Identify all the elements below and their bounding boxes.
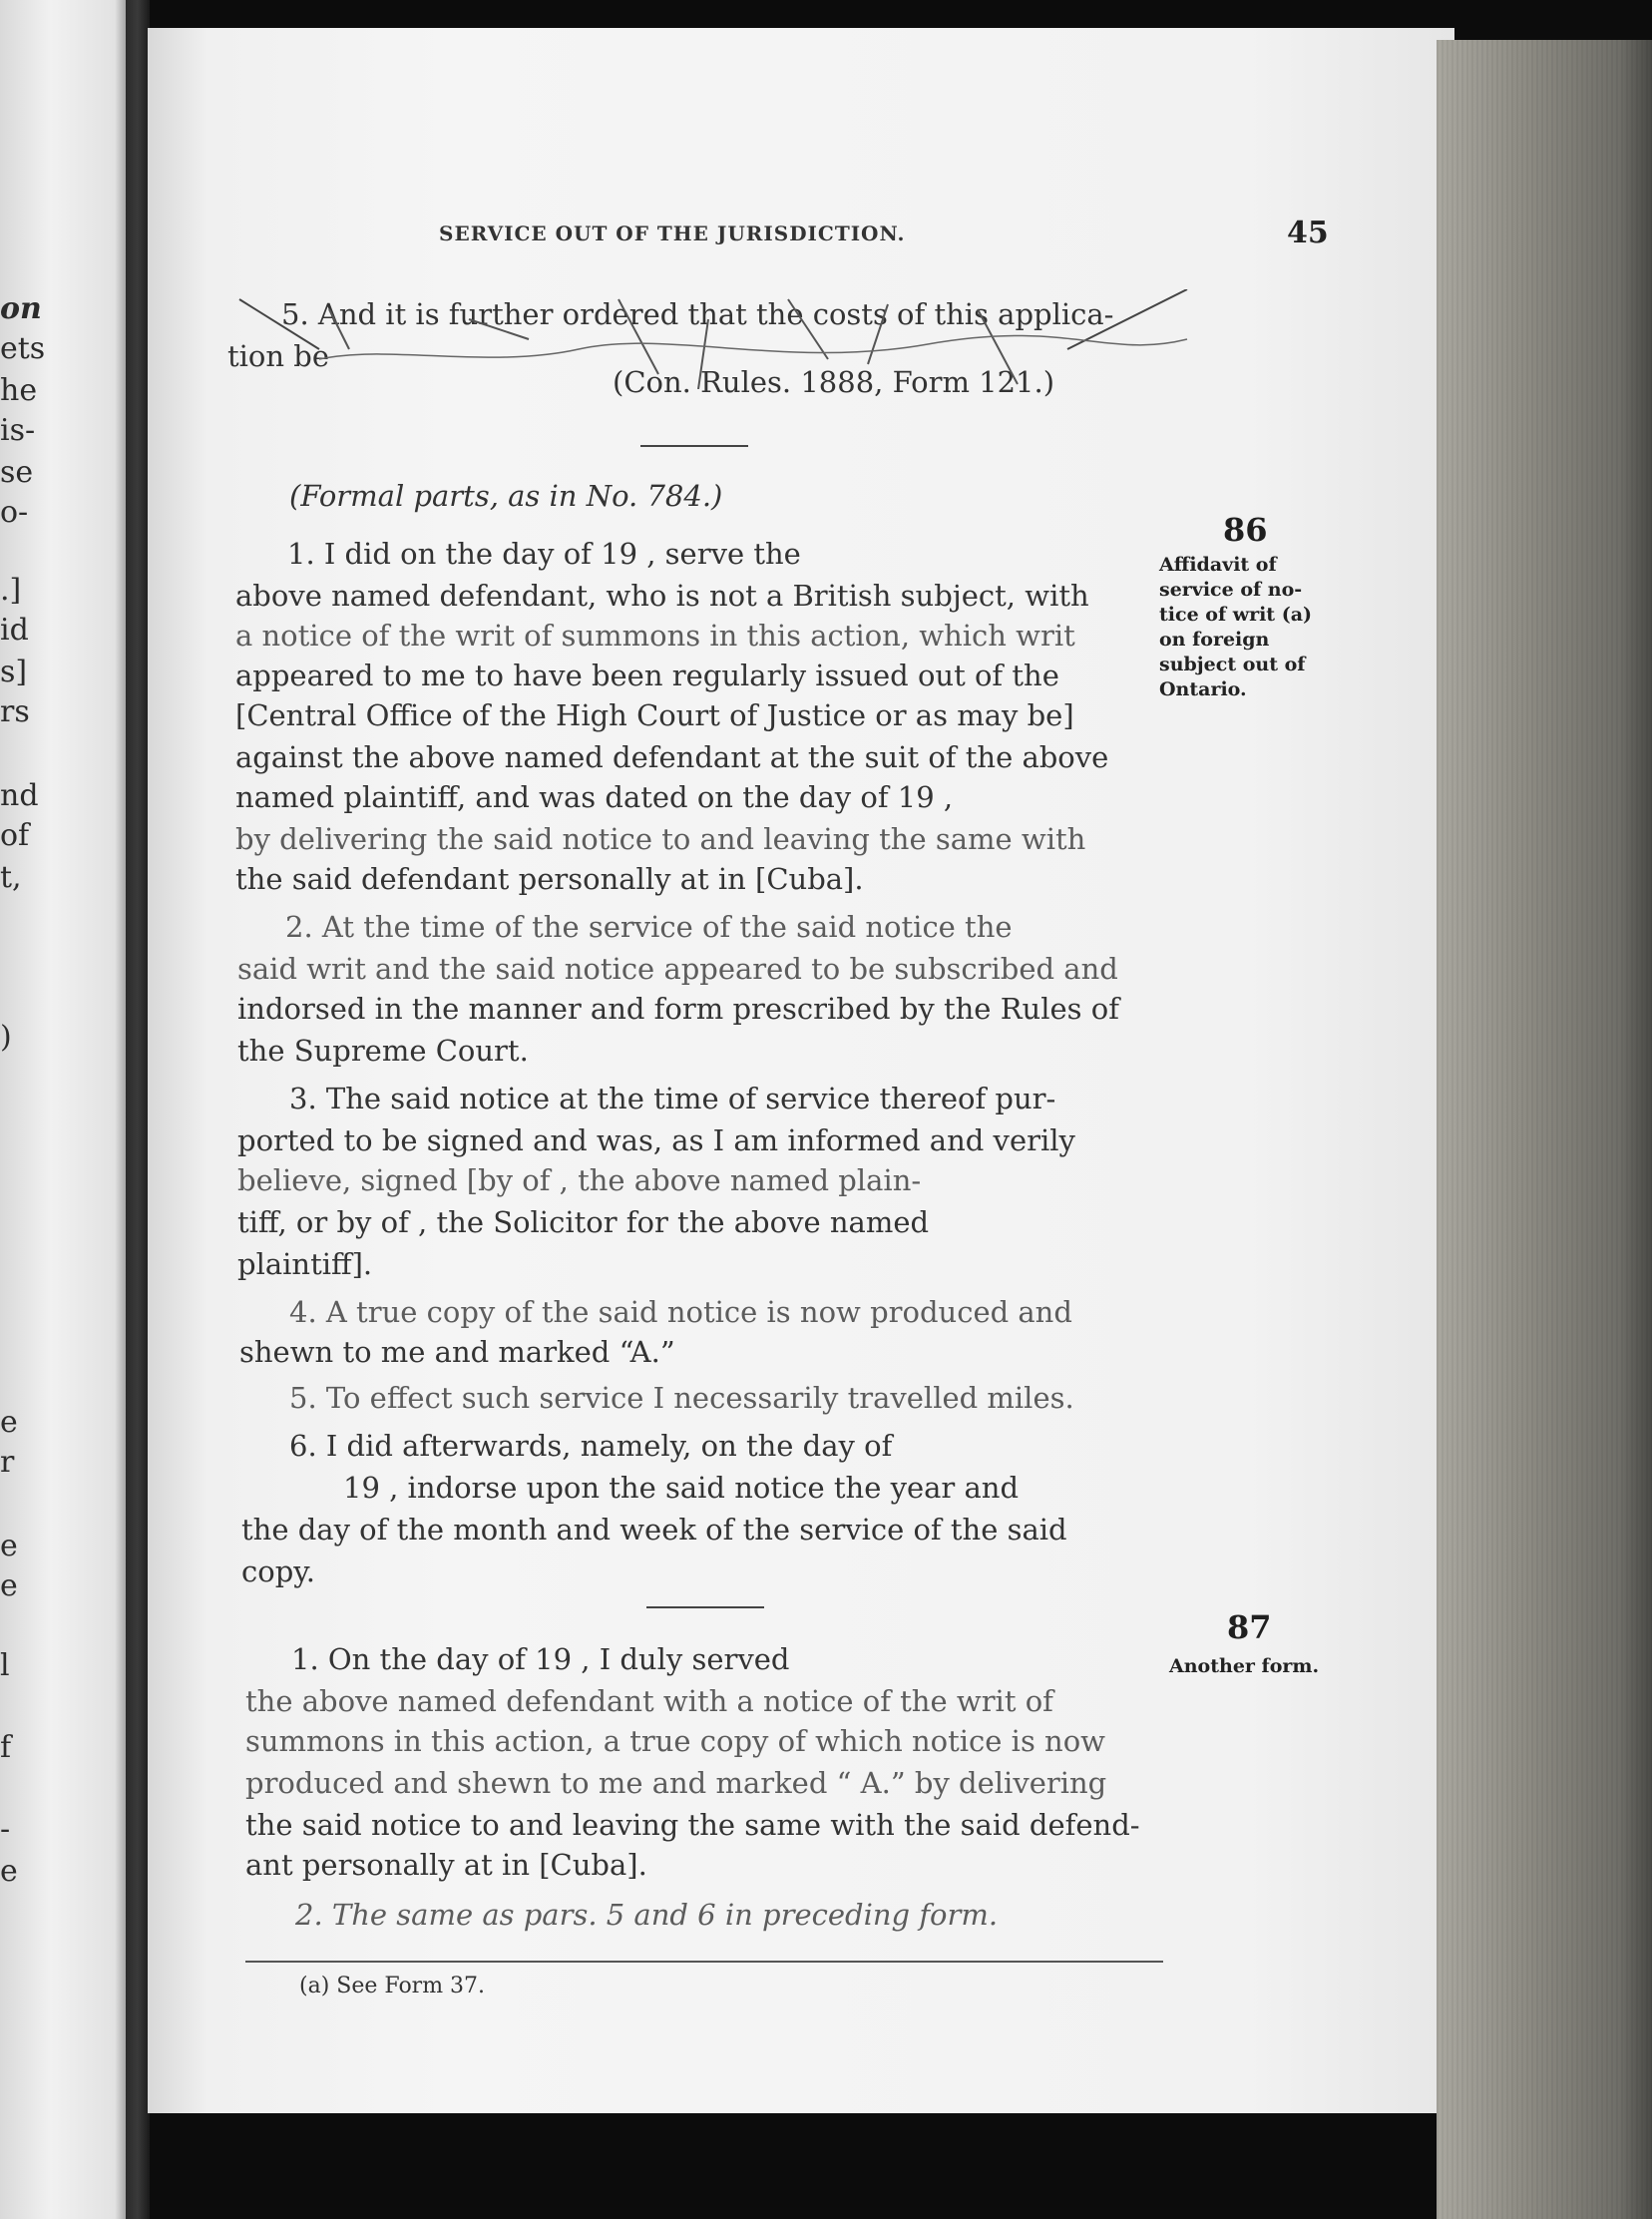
form86-line: 19 , indorse upon the said notice the year and [343, 1471, 1020, 1505]
left-fragment: .] [0, 573, 22, 608]
left-fragment: ets [0, 331, 46, 366]
margin-note-line: service of no- [1159, 579, 1303, 601]
form86-line: believe, signed [by of , the above named plain- [237, 1163, 922, 1197]
form86-line: 3. The said notice at the time of service thereof pur- [289, 1082, 1056, 1115]
order-line: tion be [227, 339, 330, 373]
form86-line: plaintiff]. [237, 1247, 373, 1281]
book-fore-edge [1437, 40, 1652, 2219]
order-line: 5. And it is further ordered that the costs of this applica- [281, 297, 1114, 331]
order-citation: (Con. Rules. 1888, Form 121.) [613, 365, 1055, 399]
form86-line: above named defendant, who is not a British subject, with [235, 579, 1089, 613]
form87-line: ant personally at in [Cuba]. [245, 1848, 647, 1882]
form86-line: said writ and the said notice appeared to be subscribed and [237, 952, 1118, 986]
form86-line: the said defendant personally at in [Cuba]. [235, 862, 864, 896]
left-fragment: o- [0, 495, 29, 530]
footnote-divider [245, 1961, 1163, 1963]
left-fragment: nd [0, 778, 39, 813]
margin-note-line: tice of writ (a) [1159, 604, 1312, 626]
form86-line: shewn to me and marked “A.” [239, 1335, 675, 1369]
left-fragment: t, [0, 860, 22, 895]
form87-line: summons in this action, a true copy of which notice is now [245, 1724, 1105, 1758]
margin-note-line: on foreign [1159, 629, 1270, 651]
margin-note-line: Affidavit of [1159, 554, 1277, 576]
left-fragment: on [0, 291, 42, 326]
section-divider [640, 445, 748, 447]
left-fragment: e [0, 1529, 18, 1563]
form86-line: 6. I did afterwards, namely, on the day of [289, 1429, 893, 1463]
previous-page-edge [0, 0, 128, 2219]
left-fragment: f [0, 1730, 12, 1765]
form86-line: copy. [241, 1554, 316, 1588]
margin-note-line: subject out of [1159, 654, 1306, 675]
left-fragment: e [0, 1854, 18, 1889]
form-margin-note [1159, 553, 1312, 702]
form86-line: [Central Office of the High Court of Justice or as may be] [235, 698, 1074, 732]
form87-line: 1. On the day of 19 , I duly served [291, 1642, 790, 1676]
form-number: 87 [1227, 1608, 1272, 1646]
form86-line: tiff, or by of , the Solicitor for the above named [237, 1205, 930, 1239]
form87-line: the said notice to and leaving the same with the said defend- [245, 1808, 1140, 1842]
margin-note-line: Ontario. [1159, 678, 1247, 700]
form-number: 86 [1223, 511, 1268, 549]
form86-line: 4. A true copy of the said notice is now produced and [289, 1295, 1072, 1329]
form86-line: ported to be signed and was, as I am informed and verily [237, 1123, 1075, 1157]
book-gutter [126, 0, 150, 2219]
form86-line: the day of the month and week of the service of the said [241, 1513, 1067, 1547]
left-fragment: s] [0, 655, 28, 689]
form86-line: against the above named defendant at the suit of the above [235, 740, 1109, 774]
form86-line: indorsed in the manner and form prescribed by the Rules of [237, 992, 1119, 1026]
handwritten-strikeout [229, 289, 1197, 389]
form86-line: 2. At the time of the service of the said notice the [285, 910, 1013, 944]
left-fragment: se [0, 455, 34, 490]
form87-line: 2. The same as pars. 5 and 6 in preceding form. [295, 1898, 999, 1932]
running-head: SERVICE OUT OF THE JURISDICTION. [439, 222, 906, 245]
form87-line: produced and shewn to me and marked “ A.” by delivering [245, 1766, 1107, 1800]
form86-line: a notice of the writ of summons in this action, which writ [235, 619, 1075, 653]
left-fragment: ) [0, 1020, 12, 1055]
page-number: 45 [1287, 216, 1329, 250]
form86-line: named plaintiff, and was dated on the day of 19 , [235, 780, 954, 814]
formal-parts-note: (Formal parts, as in No. 784.) [289, 479, 723, 513]
form86-line: 5. To effect such service I necessarily travelled miles. [289, 1381, 1074, 1415]
form86-line: 1. I did on the day of 19 , serve the [287, 537, 801, 571]
form86-line: appeared to me to have been regularly issued out of the [235, 659, 1059, 692]
left-fragment: is- [0, 413, 36, 448]
section-divider [646, 1606, 764, 1608]
left-fragment: - [0, 1812, 11, 1847]
left-fragment: rs [0, 694, 30, 729]
left-fragment: id [0, 613, 29, 648]
left-fragment: e [0, 1568, 18, 1603]
left-fragment: e [0, 1405, 18, 1440]
left-fragment: l [0, 1648, 10, 1683]
form-margin-note: Another form. [1169, 1655, 1320, 1677]
form86-line: by delivering the said notice to and leaving the same with [235, 822, 1086, 856]
form87-line: the above named defendant with a notice of the writ of [245, 1684, 1053, 1718]
left-fragment: r [0, 1445, 15, 1480]
left-fragment: of [0, 818, 30, 853]
form86-line: the Supreme Court. [237, 1034, 529, 1068]
left-fragment: he [0, 373, 38, 408]
footnote: (a) See Form 37. [299, 1974, 486, 1998]
